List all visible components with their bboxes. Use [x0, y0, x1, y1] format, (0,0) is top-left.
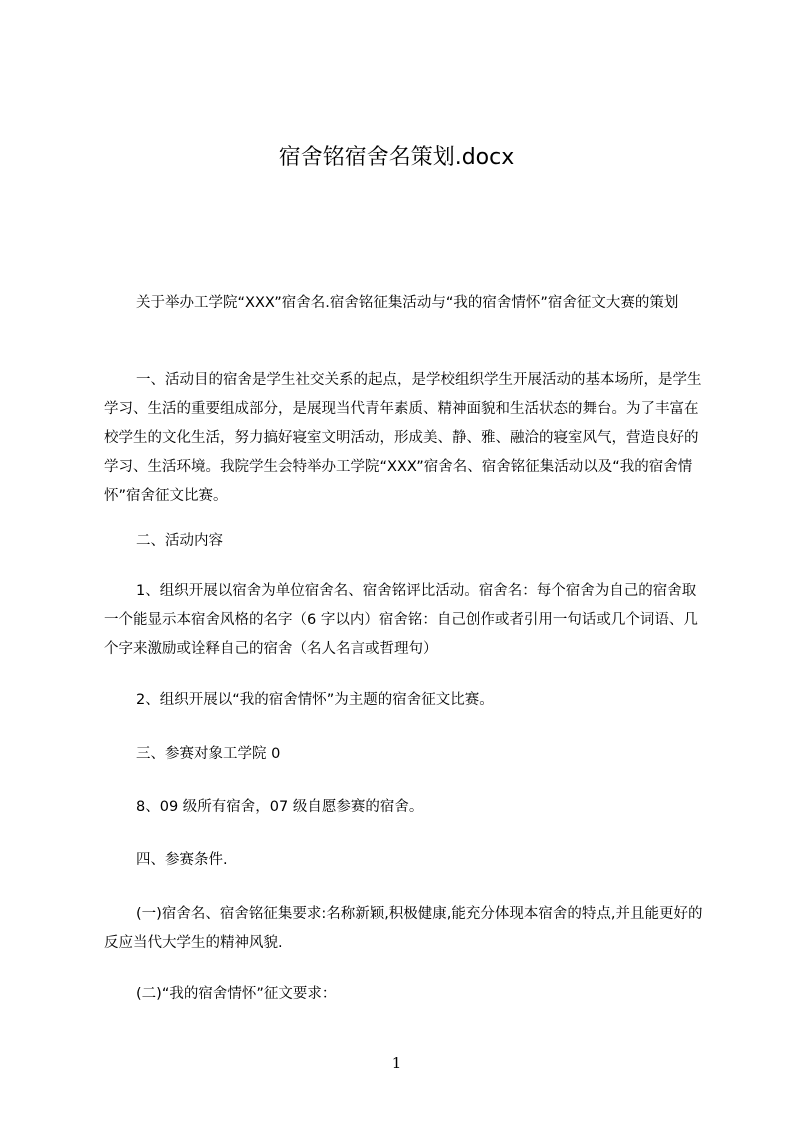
content-item-1-paragraph: 1、组织开展以宿舍为单位宿舍名、宿舍铭评比活动。宿舍名：每个宿舍为自己的宿舍取一个能显示本宿舍风格的名字（6 字以内）宿舍铭：自己创作或者引用一句话或几个词语、几个字来激励或诠释自己的宿舍（名人名言或哲理句） [104, 583, 698, 657]
section-conditions-heading: 四、参赛条件. [136, 852, 228, 868]
section-participants-heading: 三、参赛对象工学院 0 [136, 746, 281, 762]
document-title: 宿舍铭宿舍名策划.docx [278, 145, 515, 170]
condition-2-paragraph: (二)“我的宿舍情怀”征文要求： [136, 986, 337, 1002]
page-number: 1 [391, 1054, 402, 1072]
intro-paragraph: 关于举办工学院“XXX”宿舍名.宿舍铭征集活动与“我的宿舍情怀”宿舍征文大赛的策划 [136, 295, 679, 311]
participants-paragraph: 8、09 级所有宿舍，07 级自愿参赛的宿舍。 [136, 799, 424, 815]
content-item-2-paragraph: 2、组织开展以“我的宿舍情怀”为主题的宿舍征文比赛。 [136, 692, 494, 708]
section-content-heading: 二、活动内容 [136, 533, 223, 549]
section-purpose-paragraph: 一、活动目的宿舍是学生社交关系的起点，是学校组织学生开展活动的基本场所，是学生学习、生活的重要组成部分，是展现当代青年素质、精神面貌和生活状态的舞台。为了丰富在校学生的文化生活，努力搞好寝室文明活动，形成美、静、雅、融洽的寝室风气，营造良好的学习、生活环境。我院学生会特举办工学院“XXX”宿舍名、宿舍铭征集活动以及“我的宿舍情怀”宿舍征文比赛。 [104, 372, 702, 504]
condition-1-paragraph: (一)宿舍名、宿舍铭征集要求:名称新颖,积极健康,能充分体现本宿舍的特点,并且能更好的反应当代大学生的精神风貌. [104, 906, 703, 951]
